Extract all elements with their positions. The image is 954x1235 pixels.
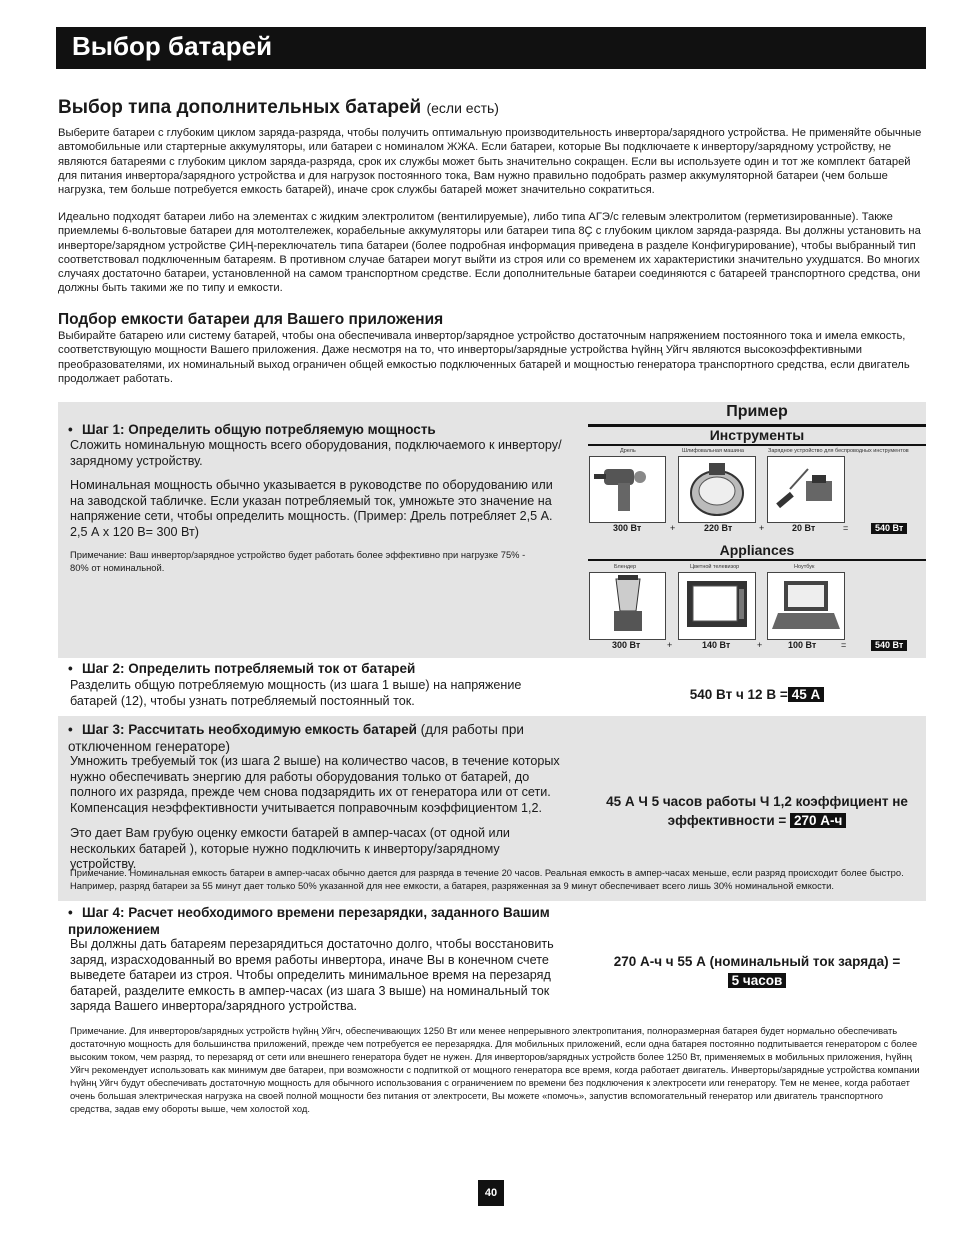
appliance-value: 300 Вт — [612, 640, 641, 650]
section1-paragraph-2: Идеально подходят батареи либо на элементах с жидким электролитом (вентилируемые), либо типа АГЭ/с гелевым электролитом (герметизированные). Также приемлемы 6-вольтовые батареи для мотолтележек, корабельные аккумуляторы или батареи типа 8Ҫ с глубоким циклом заряда-разряда. Вы должны установить на инверторе/зарядном устройстве ҪИҢ-переключатель типа батареи (более подробная информация приведена в разделе Конфигурирование), чтобы выбранный тип соответствовал подключенным батареям. В противном случае батареи могут выйти из строя или со временем их характеристики значительно ухудшатся. Во многих случаях достаточно батареи, установленной на самом транспортном средстве. Если дополнительные батареи соединяются с батареей транспортного средства, они должны быть такими же по типу и емкости. — [58, 211, 921, 295]
bullet: • — [68, 722, 73, 737]
charger-icon — [767, 456, 845, 523]
blender-icon — [589, 572, 666, 640]
step1-paragraph-1: Сложить номинальную мощность всего оборудования, подключаемого к инвертору/зарядному устройству. — [70, 438, 562, 468]
sander-icon — [678, 456, 756, 523]
page-title-bar — [56, 27, 926, 69]
appliances-heading: Appliances — [719, 542, 795, 558]
laptop-icon — [767, 572, 845, 640]
plus-sign: + — [670, 523, 676, 533]
step2-title: Шаг 2: Определить потребляемый ток от батарей — [82, 661, 416, 676]
step4-heading — [68, 904, 568, 938]
example-heading: Пример — [726, 403, 788, 420]
plus-sign: + — [667, 640, 673, 650]
section2-paragraph: Выбирайте батарею или систему батарей, чтобы она обеспечивала инвертор/зарядное устройство достаточным напряжением постоянного тока и имела емкость, соответствующую мощности Вашего приложения. Даже несмотря на то, что инверторы/зарядные устройства Һүйнң Уйгч являются высокоэффективными преобразователями, их номинальный выход ограничен общей емкостью подключенных батарей и мощностью генератора транспортного средства, если двигатель продолжает работать. — [58, 330, 910, 385]
step3-formula-line1: 45 А Ч 5 часов работы Ч 1,2 коэффициент не — [606, 794, 908, 809]
appliance-caption: Ноутбук — [794, 564, 815, 570]
step2-paragraph: Разделить общую потребляемую мощность (из шага 1 выше) на напряжение батарей (12), чтобы узнать потребляемый постоянный ток. — [70, 678, 522, 708]
step3-formula-line2: эффективности = — [667, 813, 787, 828]
appliance-caption: Блендер — [614, 564, 637, 570]
step1-paragraph-2: Номинальная мощность обычно указывается в руководстве по оборудованию или на заводской табличке. Если указан потребляемый ток, умножьте это значение на напряжение сети, чтобы определить мощность. (Пример: Дрель потребляет 2,5 А. 2,5 А x 120 В= 300 Вт) — [70, 478, 553, 539]
step1-title: Определить общую потребляемую мощность — [128, 422, 436, 437]
bullet: • — [68, 905, 73, 920]
step3-note: Примечание. Номинальная емкость батареи в ампер-часах обычно дается для разряда в течение 20 часов. Реальная емкость в ампер-часах меньше, если разряд происходит более быстро. Например, разряд батареи за 55 минут дает только 50% указанной для нее емкости, а батарея, разряженная за 9 минут обеспечивает всего лишь 30% номинальной емкости. — [70, 867, 904, 891]
step4-title: Шаг 4: Расчет необходимого времени перезарядки, заданного Вашим приложением — [68, 905, 550, 937]
step2-result: 45 А — [788, 687, 825, 702]
tool-value: 220 Вт — [704, 523, 733, 533]
step3-calculation — [588, 792, 926, 830]
section-heading-battery-type — [58, 97, 918, 119]
section1-paragraph-1: Выберите батареи с глубоким циклом заряда-разряда, чтобы получить оптимальную производительность инвертора/зарядного устройства. Не применяйте обычные автомобильные или стартерные аккумуляторы, или батареи с номиналом ЖЖА. Если батареи, которые Вы подключаете к инвертору/зарядному устройству, не являются батареями с глубоким циклом заряда-разряда, срок их службы может быть значительно сокращен. Если вы используете один и тот же комплект батарей для питания инвертора/зарядного устройства и для нагрузок постоянного тока, Вам нужно правильно подобрать размер аккумуляторной батареи (чем больше нагрузка, тем больше потребуется емкость батарей), иначе срок службы батарей может значительно сократиться. — [58, 127, 922, 197]
step3-heading — [68, 721, 568, 755]
equals-sign: = — [843, 523, 849, 533]
page-number: 40 — [478, 1180, 504, 1206]
step4-calculation — [588, 952, 926, 990]
bullet: • — [68, 661, 73, 676]
step2-calculation — [588, 685, 926, 704]
appliance-caption: Цветной телевизор — [690, 564, 740, 570]
step3-paragraph-2: Это дает Вам грубую оценку емкости батарей в ампер-часах (от одной или нескольких батарей ), которые нужно подключить к инвертору/зарядному устройству. — [70, 826, 510, 872]
step2-heading — [68, 660, 568, 677]
step4-result: 5 часов — [728, 973, 787, 988]
step4-paragraph: Вы должны дать батареям перезарядиться достаточно долго, чтобы восстановить заряд, израсходованный во время работы инвертора, иначе Вы в конечном счете выведете батареи из строя. Чтобы определить минимальное время на перезаряд батарей, разделите емкость в ампер-часах (из шага 3 выше) на номинальный ток заряда Вашего инвертора/зарядного устройства. — [70, 937, 554, 1014]
step1-heading — [68, 421, 568, 438]
appliances-divider — [588, 559, 926, 561]
page-title: Выбор батарей — [72, 31, 273, 61]
tool-caption: Зарядное устройство для беспроводных инструментов — [768, 448, 909, 454]
step2-formula: 540 Вт ч 12 В = — [689, 687, 788, 702]
tools-total: 540 Вт — [871, 523, 907, 534]
section-heading-text: Выбор типа дополнительных батарей — [58, 97, 422, 118]
tool-caption: Шлифовальная машина — [682, 448, 744, 454]
tool-value: 20 Вт — [792, 523, 816, 533]
tv-icon — [678, 572, 756, 640]
section-heading-capacity: Подбор емкости батареи для Вашего приложения — [58, 311, 444, 328]
section-heading-suffix: (если есть) — [426, 100, 499, 116]
step1-note: Примечание: Ваш инвертор/зарядное устройство будет работать более эффективно при нагрузке 75% - 80% от номинальной. — [70, 549, 526, 573]
appliance-value: 100 Вт — [788, 640, 817, 650]
step3-title: Шаг 3: Рассчитать необходимую емкость батарей — [82, 722, 417, 737]
plus-sign: + — [759, 523, 765, 533]
appliance-value: 140 Вт — [702, 640, 731, 650]
appliances-total: 540 Вт — [871, 640, 907, 651]
tool-value: 300 Вт — [613, 523, 642, 533]
tools-divider-bottom — [588, 444, 926, 446]
step1-label: Шаг 1: — [82, 422, 125, 437]
step3-paragraph-1: Умножить требуемый ток (из шага 2 выше) на количество часов, в течение которых нужно обеспечивать энергию для работы оборудования только от батарей, до полного их разряда, прежде чем снова подзарядить их от генератора или от сети. Компенсация неэффективности учитывается поправочным коэффициентом 1,2. — [70, 754, 560, 815]
step3-result: 270 А-ч — [790, 813, 846, 828]
step4-note: Примечание. Для инверторов/зарядных устройств Һүйнң Уйгч, обеспечивающих 1250 Вт или менее непрерывного электропитания, полноразмерная батарея будет нормально обеспечивать достаточную мощность для большинства приложений, прежде чем потребуется ее перезарядка. Для мобильных приложений, если одна батарея постоянно подпитывается генератором с более высоким током, чем разряд, то перезаряд от сети или внешнего генератора будет не нужен. Для инверторов/зарядных устройств более 1250 Вт, применяемых в мобильных приложения, Һүйнң Уйгч рекомендует использовать как минимум две батареи, при возможности с подпиткой от мощного генератора все время, когда работает двигатель. Инверторы/зарядные устройства компании Һүйнң Уйгч будут обеспечивать достаточную мощность для обычного использования с ограничением по времени без подключения к электросети или генератору. Тем не менее, когда работает очень большая электрическая нагрузка на своей полной мощности без питания от электросети, Вы можете «помочь», запустив вспомогательный генератор или двигатель транспортного средства, задав ему обороты выше, чем холостой ход. — [70, 1025, 920, 1114]
step4-formula: 270 А-ч ч 55 А (номинальный ток заряда) = — [613, 954, 901, 969]
step3-title-suffix: (для работы при отключенном генераторе) — [68, 722, 524, 754]
equals-sign: = — [841, 640, 847, 650]
drill-icon — [589, 456, 666, 523]
tools-heading: Инструменты — [709, 427, 805, 443]
tool-caption: Дрель — [620, 448, 636, 454]
bullet: • — [68, 422, 73, 437]
plus-sign: + — [757, 640, 763, 650]
